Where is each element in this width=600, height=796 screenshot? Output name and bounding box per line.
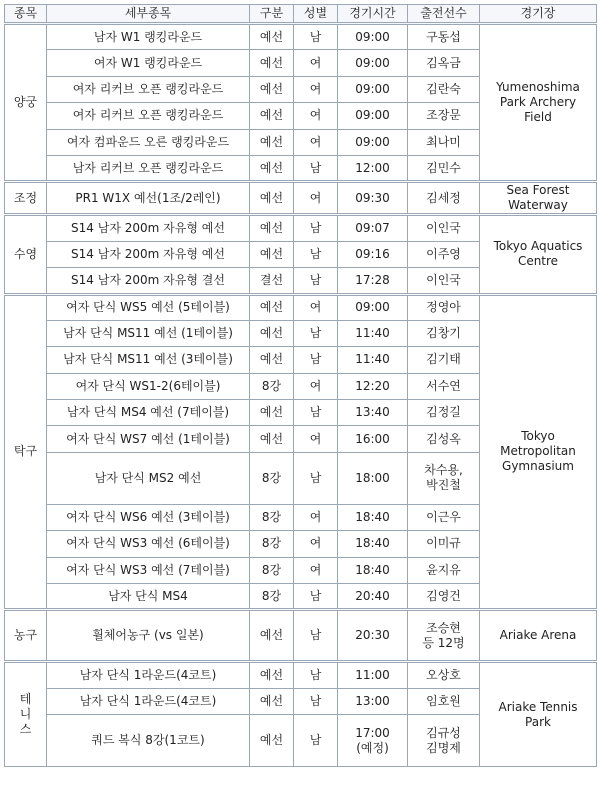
time-cell: 12:00: [338, 155, 408, 181]
time-cell: 11:40: [338, 347, 408, 373]
time-cell: 11:40: [338, 320, 408, 346]
athlete-cell: 구동섭: [408, 24, 480, 50]
athlete-cell: 이인국: [408, 215, 480, 241]
venue-cell: Ariake Arena: [480, 610, 597, 662]
athlete-cell: 임호원: [408, 688, 480, 714]
athlete-cell: 정영아: [408, 294, 480, 320]
event-cell: 남자 리커브 오픈 랭킹라운드: [47, 155, 250, 181]
athlete-cell: 최나미: [408, 129, 480, 155]
time-cell: 13:40: [338, 400, 408, 426]
sport-cell: 조정: [5, 182, 47, 215]
type-cell: 결선: [250, 268, 294, 294]
header-row: [5, 5, 597, 24]
schedule-table: [4, 4, 597, 767]
time-cell: 09:30: [338, 182, 408, 215]
time-cell: 09:00: [338, 129, 408, 155]
athlete-cell: 김규성 김명제: [408, 715, 480, 767]
type-cell: 예선: [250, 400, 294, 426]
event-cell: 여자 단식 WS7 예선 (1테이블): [47, 426, 250, 452]
table-row: [5, 182, 597, 215]
event-cell: 남자 단식 MS11 예선 (3테이블): [47, 347, 250, 373]
event-cell: 남자 단식 1라운드(4코트): [47, 688, 250, 714]
event-cell: S14 남자 200m 자유형 결선: [47, 268, 250, 294]
athlete-cell: 차수용, 박진철: [408, 452, 480, 504]
time-cell: 18:00: [338, 452, 408, 504]
athlete-cell: 조승현 등 12명: [408, 610, 480, 662]
time-cell: 18:40: [338, 504, 408, 530]
event-cell: 남자 단식 1라운드(4코트): [47, 662, 250, 688]
event-cell: 남자 단식 MS4: [47, 584, 250, 610]
time-cell: 09:00: [338, 103, 408, 129]
time-cell: 09:16: [338, 241, 408, 267]
event-cell: 남자 단식 MS11 예선 (1테이블): [47, 320, 250, 346]
gender-cell: 여: [294, 373, 338, 399]
athlete-cell: 오상호: [408, 662, 480, 688]
athlete-cell: 김란숙: [408, 76, 480, 102]
venue-cell: Yumenoshima Park Archery Field: [480, 24, 597, 182]
type-cell: 예선: [250, 426, 294, 452]
event-cell: 여자 단식 WS3 예선 (6테이블): [47, 531, 250, 557]
time-cell: 09:07: [338, 215, 408, 241]
type-cell: 예선: [250, 182, 294, 215]
type-cell: 예선: [250, 103, 294, 129]
gender-cell: 남: [294, 241, 338, 267]
gender-cell: 남: [294, 24, 338, 50]
event-cell: 여자 단식 WS3 예선 (7테이블): [47, 557, 250, 583]
time-cell: 18:40: [338, 557, 408, 583]
event-cell: 여자 컴파운드 오른 랭킹라운드: [47, 129, 250, 155]
athlete-cell: 이인국: [408, 268, 480, 294]
sport-cell: 탁구: [5, 294, 47, 610]
gender-cell: 여: [294, 129, 338, 155]
event-cell: 여자 단식 WS6 예선 (3테이블): [47, 504, 250, 530]
event-cell: PR1 W1X 예선(1조/2레인): [47, 182, 250, 215]
type-cell: 예선: [250, 24, 294, 50]
athlete-cell: 윤지유: [408, 557, 480, 583]
event-cell: 여자 단식 WS1-2(6테이블): [47, 373, 250, 399]
gender-cell: 여: [294, 182, 338, 215]
type-cell: 8강: [250, 452, 294, 504]
gender-cell: 남: [294, 155, 338, 181]
athlete-cell: 김창기: [408, 320, 480, 346]
type-cell: 예선: [250, 294, 294, 320]
event-cell: 여자 리커브 오픈 랭킹라운드: [47, 103, 250, 129]
type-cell: 예선: [250, 662, 294, 688]
header-athlete: 출전선수: [408, 5, 480, 24]
event-cell: 남자 단식 MS2 예선: [47, 452, 250, 504]
type-cell: 예선: [250, 320, 294, 346]
athlete-cell: 이미규: [408, 531, 480, 557]
event-cell: 남자 단식 MS4 예선 (7테이블): [47, 400, 250, 426]
athlete-cell: 김성옥: [408, 426, 480, 452]
table-row: [5, 24, 597, 50]
sport-cell: 테 니 스: [5, 662, 47, 767]
event-cell: 휠체어농구 (vs 일본): [47, 610, 250, 662]
gender-cell: 남: [294, 268, 338, 294]
header-time: 경기시간: [338, 5, 408, 24]
venue-cell: Tokyo Metropolitan Gymnasium: [480, 294, 597, 610]
gender-cell: 남: [294, 400, 338, 426]
time-cell: 20:30: [338, 610, 408, 662]
header-venue: 경기장: [480, 5, 597, 24]
event-cell: 여자 단식 WS5 예선 (5테이블): [47, 294, 250, 320]
gender-cell: 여: [294, 294, 338, 320]
event-cell: 남자 W1 랭킹라운드: [47, 24, 250, 50]
header-sport: 종목: [5, 5, 47, 24]
type-cell: 예선: [250, 241, 294, 267]
gender-cell: 남: [294, 662, 338, 688]
type-cell: 예선: [250, 76, 294, 102]
gender-cell: 여: [294, 504, 338, 530]
athlete-cell: 김영건: [408, 584, 480, 610]
athlete-cell: 김정길: [408, 400, 480, 426]
sport-cell: 수영: [5, 215, 47, 294]
gender-cell: 여: [294, 557, 338, 583]
athlete-cell: 이근우: [408, 504, 480, 530]
type-cell: 예선: [250, 129, 294, 155]
time-cell: 09:00: [338, 24, 408, 50]
time-cell: 09:00: [338, 294, 408, 320]
table-row: [5, 215, 597, 241]
athlete-cell: 조장문: [408, 103, 480, 129]
type-cell: 예선: [250, 688, 294, 714]
athlete-cell: 이주영: [408, 241, 480, 267]
athlete-cell: 김민수: [408, 155, 480, 181]
time-cell: 17:00 (예정): [338, 715, 408, 767]
gender-cell: 남: [294, 584, 338, 610]
type-cell: 예선: [250, 610, 294, 662]
venue-cell: Ariake Tennis Park: [480, 662, 597, 767]
time-cell: 18:40: [338, 531, 408, 557]
athlete-cell: 김기태: [408, 347, 480, 373]
type-cell: 8강: [250, 557, 294, 583]
athlete-cell: 김세정: [408, 182, 480, 215]
event-cell: 여자 리커브 오픈 랭킹라운드: [47, 76, 250, 102]
gender-cell: 여: [294, 50, 338, 76]
venue-cell: Sea Forest Waterway: [480, 182, 597, 215]
time-cell: 13:00: [338, 688, 408, 714]
type-cell: 8강: [250, 373, 294, 399]
athlete-cell: 김옥금: [408, 50, 480, 76]
type-cell: 8강: [250, 504, 294, 530]
gender-cell: 여: [294, 531, 338, 557]
header-type: 구분: [250, 5, 294, 24]
gender-cell: 남: [294, 347, 338, 373]
type-cell: 예선: [250, 715, 294, 767]
venue-cell: Tokyo Aquatics Centre: [480, 215, 597, 294]
gender-cell: 남: [294, 320, 338, 346]
table-row: [5, 610, 597, 662]
time-cell: 16:00: [338, 426, 408, 452]
type-cell: 예선: [250, 155, 294, 181]
type-cell: 8강: [250, 531, 294, 557]
type-cell: 8강: [250, 584, 294, 610]
gender-cell: 남: [294, 215, 338, 241]
athlete-cell: 서수연: [408, 373, 480, 399]
time-cell: 20:40: [338, 584, 408, 610]
table-row: [5, 294, 597, 320]
sport-cell: 양궁: [5, 24, 47, 182]
event-cell: S14 남자 200m 자유형 예선: [47, 215, 250, 241]
table-row: [5, 662, 597, 688]
time-cell: 09:00: [338, 50, 408, 76]
gender-cell: 여: [294, 103, 338, 129]
event-cell: S14 남자 200m 자유형 예선: [47, 241, 250, 267]
sport-cell: 농구: [5, 610, 47, 662]
event-cell: 여자 W1 랭킹라운드: [47, 50, 250, 76]
header-gender: 성별: [294, 5, 338, 24]
header-event: 세부종목: [47, 5, 250, 24]
gender-cell: 남: [294, 610, 338, 662]
type-cell: 예선: [250, 50, 294, 76]
gender-cell: 남: [294, 715, 338, 767]
gender-cell: 남: [294, 452, 338, 504]
gender-cell: 여: [294, 426, 338, 452]
time-cell: 09:00: [338, 76, 408, 102]
type-cell: 예선: [250, 215, 294, 241]
gender-cell: 여: [294, 76, 338, 102]
time-cell: 11:00: [338, 662, 408, 688]
gender-cell: 남: [294, 688, 338, 714]
time-cell: 12:20: [338, 373, 408, 399]
schedule-body: [5, 24, 597, 767]
event-cell: 쿼드 복식 8강(1코트): [47, 715, 250, 767]
time-cell: 17:28: [338, 268, 408, 294]
type-cell: 예선: [250, 347, 294, 373]
